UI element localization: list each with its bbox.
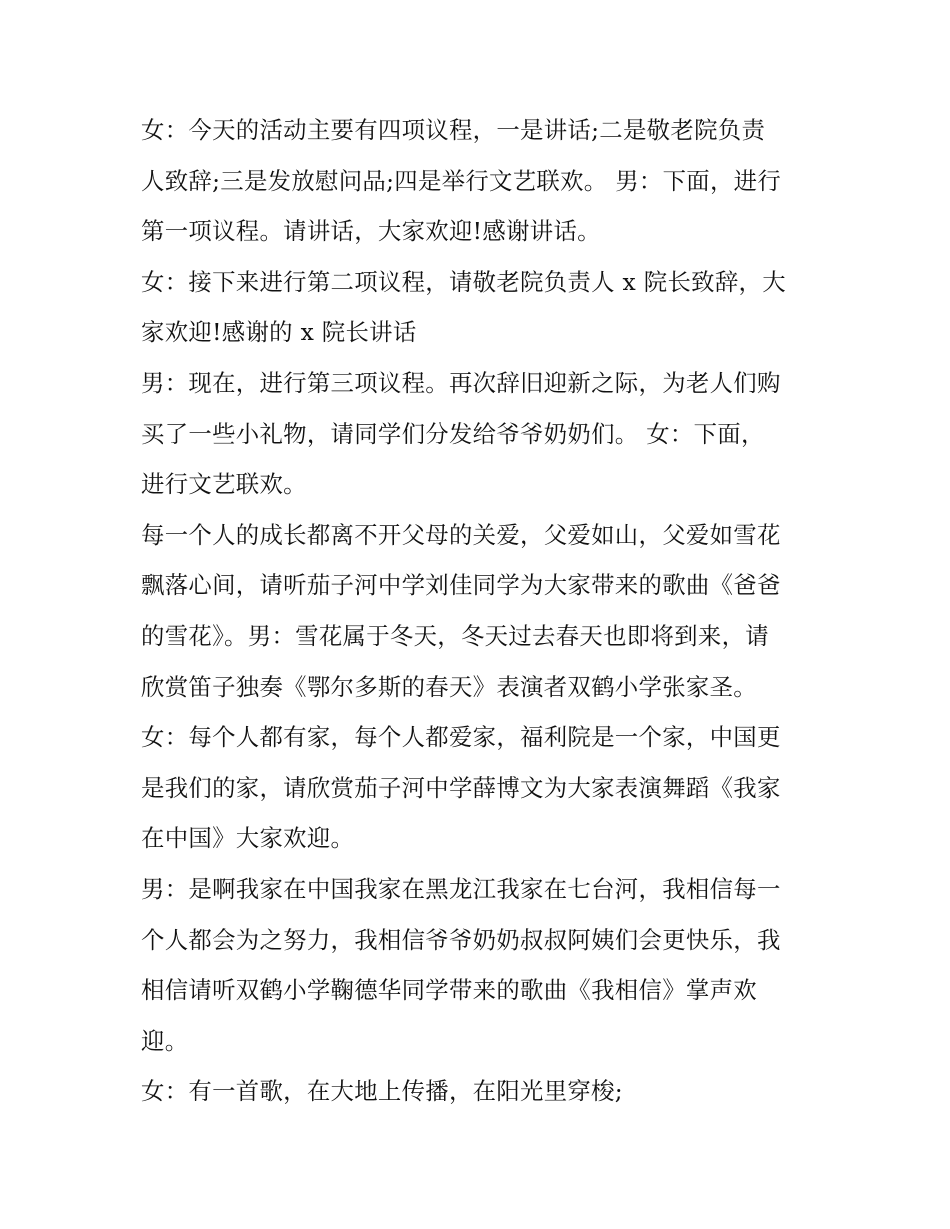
text-line: 飘落心间，请听茄子河中学刘佳同学为大家带来的歌曲《爸爸	[141, 571, 781, 600]
text-line: 买了一些小礼物，请同学们分发给爷爷奶奶们。 女：下面，	[141, 419, 765, 448]
paragraph-third-item	[141, 358, 821, 510]
text-line: 第一项议程。请讲话，大家欢迎!感谢讲话。	[141, 217, 601, 246]
text-line: 个人都会为之努力，我相信爷爷奶奶叔叔阿姨们会更快乐，我	[141, 925, 781, 954]
text-line: 家欢迎!感谢的 x 院长讲话	[141, 318, 417, 347]
paragraph-dance	[141, 712, 821, 864]
text-line: 相信请听双鹤小学鞠德华同学带来的歌曲《我相信》掌声欢	[141, 976, 757, 1005]
text-line: 女：每个人都有家，每个人都爱家，福利院是一个家，中国更	[141, 723, 781, 752]
text-line: 是我们的家，请欣赏茄子河中学薛博文为大家表演舞蹈《我家	[141, 773, 781, 802]
paragraph-believe	[141, 864, 821, 1066]
text-line: 女：有一首歌，在大地上传播，在阳光里穿梭;	[141, 1077, 623, 1106]
document-page	[141, 105, 821, 1117]
text-line: 迎。	[141, 1026, 189, 1055]
text-line: 男：现在，进行第三项议程。再次辞旧迎新之际，为老人们购	[141, 368, 781, 397]
paragraph-second-item	[141, 257, 821, 358]
text-line: 女：今天的活动主要有四项议程，一是讲话;二是敬老院负责	[141, 116, 766, 144]
text-line: 的雪花》。男：雪花属于冬天，冬天过去春天也即将到来，请	[141, 621, 769, 650]
text-line: 女：接下来进行第二项议程，请敬老院负责人 x 院长致辞，大	[141, 267, 786, 296]
paragraph-agenda-intro	[141, 105, 821, 257]
text-line: 欣赏笛子独奏《鄂尔多斯的春天》表演者双鹤小学张家圣。	[141, 672, 757, 701]
text-line: 人致辞;三是发放慰问品;四是举行文艺联欢。 男：下面，进行	[141, 166, 782, 195]
paragraph-song-intro	[141, 1066, 821, 1117]
paragraph-songs	[141, 510, 821, 712]
text-line: 进行文艺联欢。	[141, 470, 307, 499]
text-line: 在中国》大家欢迎。	[141, 824, 355, 853]
text-line: 男：是啊我家在中国我家在黑龙江我家在七台河，我相信每一	[141, 874, 781, 903]
text-line: 每一个人的成长都离不开父母的关爱，父爱如山，父爱如雪花	[141, 520, 781, 549]
